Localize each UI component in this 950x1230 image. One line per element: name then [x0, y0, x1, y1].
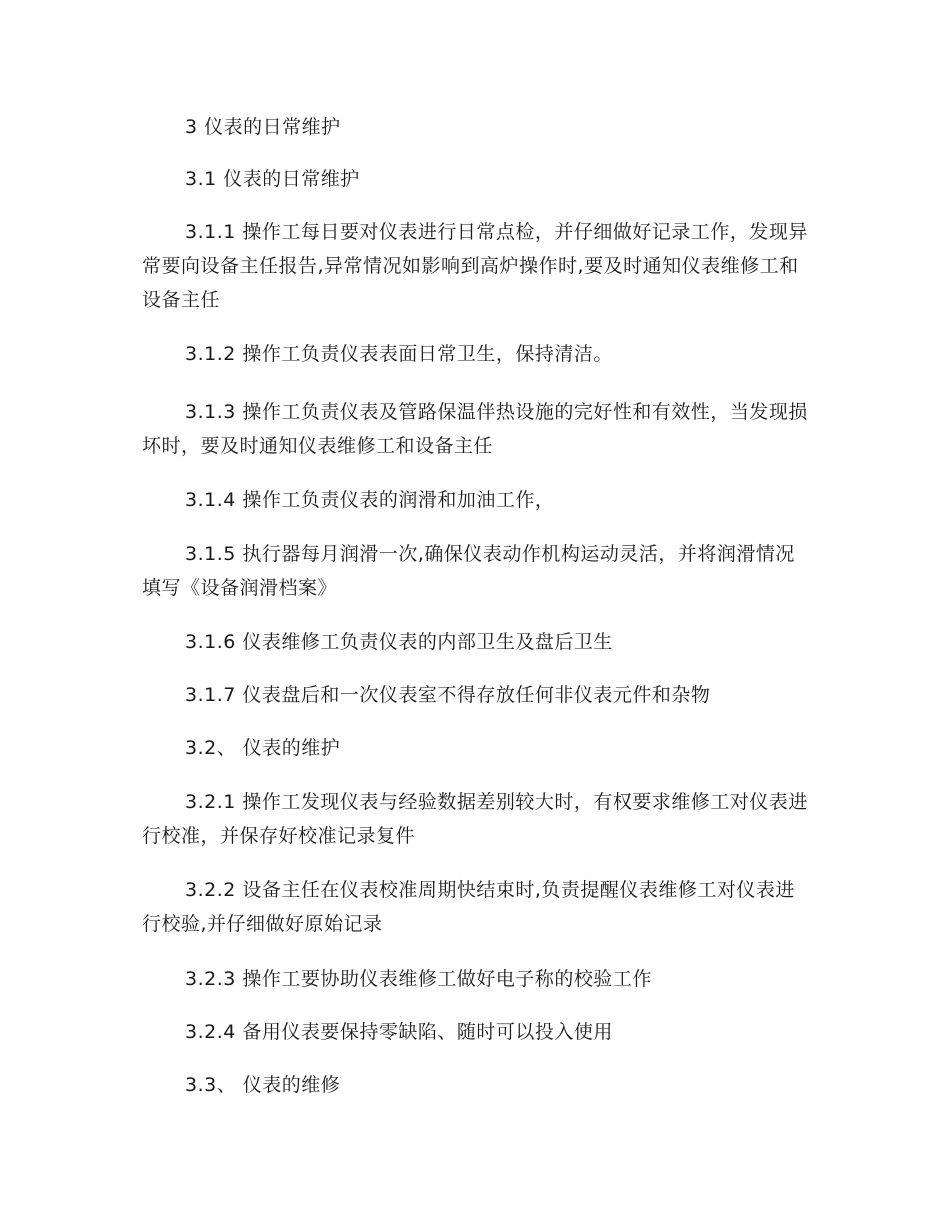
paragraph-3-1-3: 3.1.3 操作工负责仪表及管路保温伴热设施的完好性和有效性，当发现损坏时，要及时通知仪表维修工和设备主任 — [142, 401, 808, 457]
paragraph-3-1-2: 3.1.2 操作工负责仪表表面日常卫生，保持清洁。 — [185, 343, 613, 365]
paragraph-3-1-6: 3.1.6 仪表维修工负责仪表的内部卫生及盘后卫生 — [185, 631, 613, 653]
paragraph-3-2-3: 3.2.3 操作工要协助仪表维修工做好电子称的校验工作 — [185, 968, 652, 990]
paragraph-3-2-2: 3.2.2 设备主任在仪表校准周期快结束时,负责提醒仪表维修工对仪表进行校验,并仔细做好原始记录 — [142, 879, 795, 935]
paragraph-3-1-1: 3.1.1 操作工每日要对仪表进行日常点检，并仔细做好记录工作，发现异常要向设备主任报告,异常情况如影响到高炉操作时,要及时通知仪表维修工和设备主任 — [142, 221, 808, 311]
section-heading-3-1: 3.1 仪表的日常维护 — [185, 168, 360, 190]
paragraph-3-1-4: 3.1.4 操作工负责仪表的润滑和加油工作， — [185, 489, 555, 511]
paragraph-3-1-7: 3.1.7 仪表盘后和一次仪表室不得存放任何非仪表元件和杂物 — [185, 684, 711, 706]
section-heading-3-3: 3.3、 仪表的维修 — [185, 1074, 341, 1096]
paragraph-3-2-1: 3.2.1 操作工发现仪表与经验数据差别较大时，有权要求维修工对仪表进行校准，并保存好校准记录复件 — [142, 791, 808, 847]
paragraph-3-1-5: 3.1.5 执行器每月润滑一次,确保仪表动作机构运动灵活，并将润滑情况填写《设备润滑档案》 — [142, 543, 795, 599]
paragraph-3-2-4: 3.2.4 备用仪表要保持零缺陷、随时可以投入使用 — [185, 1021, 613, 1043]
section-heading-3: 3 仪表的日常维护 — [185, 116, 341, 138]
section-heading-3-2: 3.2、 仪表的维护 — [185, 737, 341, 759]
